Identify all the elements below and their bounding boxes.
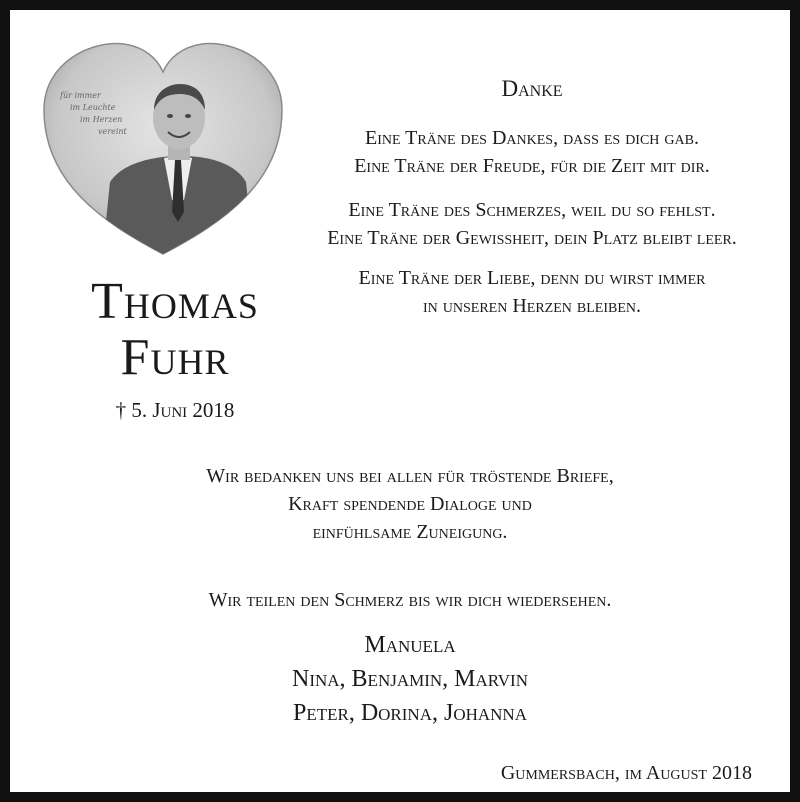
poem-line: Eine Träne des Dankes, dass es dich gab. xyxy=(365,127,699,149)
thanks-line: Kraft spendende Dialoge und xyxy=(288,493,532,515)
family-line: Manuela xyxy=(364,632,456,658)
poem-line: Eine Träne der Gewissheit, dein Platz bleibt leer. xyxy=(327,227,737,249)
thanks-line: einfühlsame Zuneigung. xyxy=(312,521,508,543)
deceased-first-name: Thomas xyxy=(91,273,259,330)
svg-text:im Leuchte: im Leuchte xyxy=(70,103,116,112)
thanks-line: Wir bedanken uns bei allen für tröstende Briefe, xyxy=(206,465,614,487)
poem-title: Danke xyxy=(501,76,563,101)
family-line: Peter, Dorina, Johanna xyxy=(292,700,527,726)
poem-line: Eine Träne des Schmerzes, weil du so fehlst. xyxy=(348,199,716,221)
svg-text:im Herzen: im Herzen xyxy=(80,115,123,124)
family-line: Nina, Benjamin, Marvin xyxy=(292,666,528,692)
poem-line: Eine Träne der Liebe, denn du wirst immer xyxy=(358,267,706,289)
svg-text:vereint: vereint xyxy=(98,127,127,136)
poem-line: in unseren Herzen bleiben. xyxy=(423,295,641,317)
thanks-paragraph xyxy=(10,462,800,546)
svg-text:für immer: für immer xyxy=(60,91,101,100)
poem-stanza xyxy=(272,196,792,252)
death-date: † 5. Juni 2018 xyxy=(115,398,235,422)
family-signatures xyxy=(10,628,800,730)
heart-photo xyxy=(32,32,294,260)
deceased-last-name: Fuhr xyxy=(120,329,230,386)
share-line: Wir teilen den Schmerz bis wir dich wiedersehen. xyxy=(208,589,612,611)
place-date: Gummersbach, im August 2018 xyxy=(500,762,752,784)
poem-stanza xyxy=(272,264,792,320)
heart-portrait-image xyxy=(32,32,294,260)
poem-line: Eine Träne der Freude, für die Zeit mit dir. xyxy=(354,155,710,177)
poem-stanza xyxy=(272,124,792,180)
